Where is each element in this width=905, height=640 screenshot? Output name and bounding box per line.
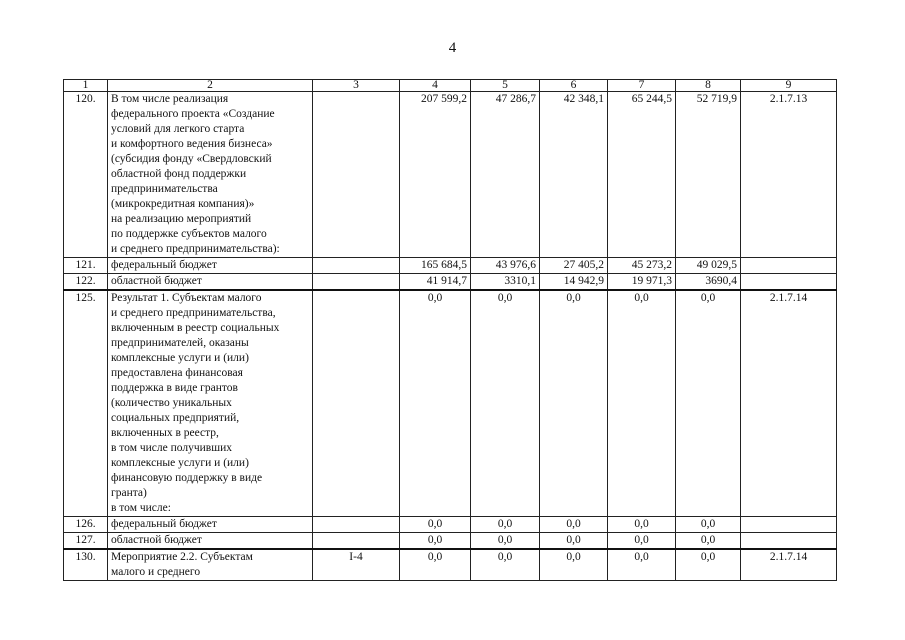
header-cell: 5	[471, 80, 540, 92]
row-name-line: включенных в реестр,	[111, 427, 219, 439]
amount-cell: 0,0	[400, 517, 471, 533]
row-name-line: включенным в реестр социальных	[111, 322, 280, 334]
row-name	[108, 517, 313, 533]
row-name-line: комплексные услуги и (или)	[111, 457, 249, 469]
row-name-line: Мероприятие 2.2. Субъектам	[111, 551, 253, 563]
header-cell: 2	[108, 80, 313, 92]
row-name-line: гранта)	[111, 487, 147, 499]
amount-cell: 49 029,5	[676, 258, 741, 274]
row-name-line: на реализацию мероприятий	[111, 213, 252, 225]
row-name-line: и среднего предпринимательства):	[111, 243, 280, 255]
table-row	[64, 549, 837, 581]
col3-cell	[313, 92, 400, 258]
amount-cell: 14 942,9	[540, 274, 608, 291]
amount-cell: 27 405,2	[540, 258, 608, 274]
row-name-line: финансовую поддержку в виде	[111, 472, 263, 484]
table-row	[64, 290, 837, 517]
row-name-line: малого и среднего	[111, 566, 201, 578]
amount-cell: 0,0	[676, 517, 741, 533]
amount-cell: 0,0	[471, 290, 540, 517]
header-cell: 6	[540, 80, 608, 92]
row-name-line: (количество уникальных	[111, 397, 232, 409]
row-name-line: предпринимательства	[111, 183, 218, 195]
row-name-line: условий для легкого старта	[111, 123, 245, 135]
amount-cell: 0,0	[540, 517, 608, 533]
amount-cell: 207 599,2	[400, 92, 471, 258]
amount-cell: 3690,4	[676, 274, 741, 291]
amount-cell: 3310,1	[471, 274, 540, 291]
amount-cell: 43 976,6	[471, 258, 540, 274]
budget-table	[63, 79, 837, 581]
row-name-line: (микрокредитная компания)»	[111, 198, 255, 210]
code-cell: 2.1.7.14	[741, 549, 837, 581]
table-row	[64, 258, 837, 274]
col3-cell	[313, 517, 400, 533]
table-row	[64, 533, 837, 550]
col3-cell	[313, 290, 400, 517]
amount-cell: 65 244,5	[608, 92, 676, 258]
row-name-line: федеральный бюджет	[111, 518, 217, 530]
row-name-line: предоставлена финансовая	[111, 367, 243, 379]
header-cell: 9	[741, 80, 837, 92]
amount-cell: 0,0	[608, 533, 676, 550]
col3-cell	[313, 258, 400, 274]
amount-cell: 0,0	[608, 549, 676, 581]
row-name	[108, 92, 313, 258]
code-cell	[741, 517, 837, 533]
code-cell	[741, 533, 837, 550]
col3-cell	[313, 533, 400, 550]
row-number: 125.	[64, 290, 108, 517]
amount-cell: 0,0	[540, 290, 608, 517]
amount-cell: 0,0	[471, 549, 540, 581]
code-cell: 2.1.7.14	[741, 290, 837, 517]
row-name	[108, 274, 313, 291]
row-name-line: Результат 1. Субъектам малого	[111, 292, 262, 304]
header-cell: 3	[313, 80, 400, 92]
amount-cell: 0,0	[540, 549, 608, 581]
row-name-line: предпринимателей, оказаны	[111, 337, 249, 349]
col3-cell: I-4	[313, 549, 400, 581]
row-name-line: по поддержке субъектов малого	[111, 228, 267, 240]
amount-cell: 19 971,3	[608, 274, 676, 291]
row-name-line: федерального проекта «Создание	[111, 108, 275, 120]
amount-cell: 0,0	[400, 549, 471, 581]
header-cell: 7	[608, 80, 676, 92]
amount-cell: 0,0	[676, 290, 741, 517]
row-number: 120.	[64, 92, 108, 258]
row-number: 127.	[64, 533, 108, 550]
row-name	[108, 258, 313, 274]
row-number: 130.	[64, 549, 108, 581]
table-row	[64, 274, 837, 291]
amount-cell: 0,0	[608, 290, 676, 517]
row-number: 122.	[64, 274, 108, 291]
amount-cell: 0,0	[608, 517, 676, 533]
amount-cell: 42 348,1	[540, 92, 608, 258]
page-number: 4	[448, 40, 457, 56]
header-row	[64, 80, 837, 92]
code-cell	[741, 274, 837, 291]
row-name-line: социальных предприятий,	[111, 412, 240, 424]
header-cell: 4	[400, 80, 471, 92]
row-name-line: в том числе:	[111, 502, 171, 514]
amount-cell: 52 719,9	[676, 92, 741, 258]
row-number: 121.	[64, 258, 108, 274]
row-name	[108, 290, 313, 517]
row-name	[108, 533, 313, 550]
code-cell: 2.1.7.13	[741, 92, 837, 258]
row-name-line: комплексные услуги и (или)	[111, 352, 249, 364]
row-name-line: поддержка в виде грантов	[111, 382, 238, 394]
row-name-line: федеральный бюджет	[111, 259, 217, 271]
row-name-line: областной фонд поддержки	[111, 168, 247, 180]
amount-cell: 165 684,5	[400, 258, 471, 274]
row-name-line: В том числе реализация	[111, 93, 229, 105]
col3-cell	[313, 274, 400, 291]
row-name	[108, 549, 313, 581]
row-name-line: в том числе получивших	[111, 442, 232, 454]
amount-cell: 41 914,7	[400, 274, 471, 291]
table-body	[64, 92, 837, 581]
amount-cell: 47 286,7	[471, 92, 540, 258]
amount-cell: 0,0	[471, 517, 540, 533]
row-name-line: и среднего предпринимательства,	[111, 307, 276, 319]
row-number: 126.	[64, 517, 108, 533]
row-name-line: областной бюджет	[111, 275, 202, 287]
table-row	[64, 92, 837, 258]
amount-cell: 0,0	[676, 533, 741, 550]
header-cell: 1	[64, 80, 108, 92]
amount-cell: 0,0	[540, 533, 608, 550]
amount-cell: 0,0	[471, 533, 540, 550]
row-name-line: областной бюджет	[111, 534, 202, 546]
row-name-line: и комфортного ведения бизнеса»	[111, 138, 273, 150]
amount-cell: 0,0	[400, 533, 471, 550]
table-row	[64, 517, 837, 533]
header-cell: 8	[676, 80, 741, 92]
code-cell	[741, 258, 837, 274]
row-name-line: (субсидия фонду «Свердловский	[111, 153, 272, 165]
amount-cell: 45 273,2	[608, 258, 676, 274]
amount-cell: 0,0	[676, 549, 741, 581]
amount-cell: 0,0	[400, 290, 471, 517]
